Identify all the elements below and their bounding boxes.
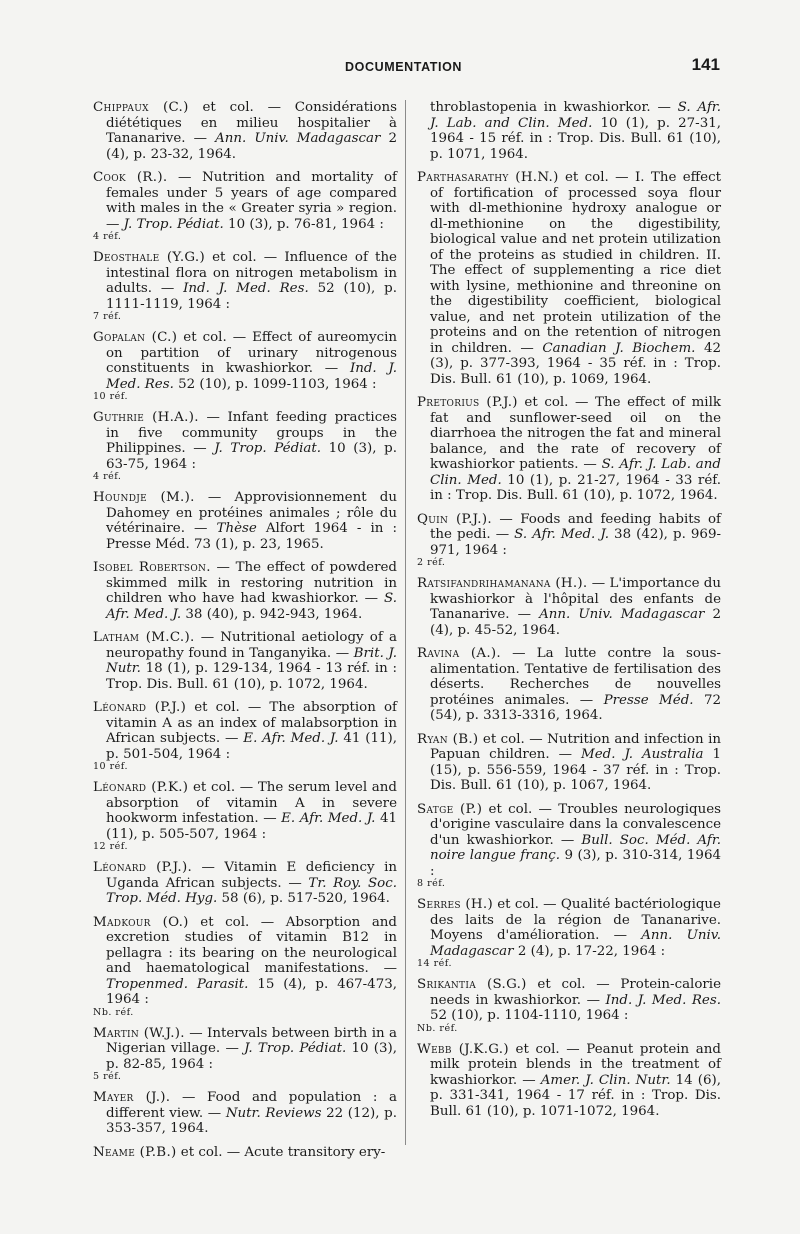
entry-tail: 41 (11), p. 501-504, 1964 : <box>106 731 398 762</box>
bibliography-entry <box>93 170 397 242</box>
bibliography-entry <box>417 512 721 569</box>
entry-author: Ryan (B.) <box>417 731 479 747</box>
entry-refs: 14 réf. <box>417 958 452 969</box>
entry-author: Webb (J.K.G.) <box>417 1041 509 1057</box>
entry-text: — L'importance du kwashiorkor à l'hôpital des enfants de Tananarive. — <box>430 576 722 622</box>
entry-tail: 10 (3), p. 76-81, 1964 : <box>223 216 384 232</box>
entry-tail: 14 (6), p. 331-341, 1964 - 17 réf. in : Trop. Dis. Bull. 61 (10), p. 1071-1072, 1964. <box>430 1072 721 1119</box>
entry-refs: 4 réf. <box>93 471 122 482</box>
entry-author: Gopalan (C.) <box>93 330 178 345</box>
bibliography-entry <box>93 100 397 162</box>
bibliography-entry <box>417 576 721 638</box>
entry-journal: Brit. J. Nutr. <box>106 645 397 676</box>
entry-text: et col. — Acute transitory ery- <box>176 1144 386 1160</box>
bibliography-entry <box>93 330 397 402</box>
entry-journal: J. Trop. Pédiat. <box>123 216 224 232</box>
bibliography-entry <box>417 1042 721 1120</box>
entry-tail: 2 (4), p. 45-52, 1964. <box>430 607 721 638</box>
bibliography-entry <box>417 395 721 504</box>
left-column <box>93 100 397 1168</box>
bibliography-entry <box>417 897 721 969</box>
entry-text: — Intervals between birth in a Nigerian village. — <box>106 1025 397 1056</box>
bibliography-entry <box>417 646 721 724</box>
entry-tail: 2 (4), p. 23-32, 1964. <box>106 131 397 162</box>
entry-author: Léonard (P.K.) <box>93 780 189 795</box>
bibliography-entry <box>417 732 721 794</box>
entry-journal: E. Afr. Med. J. <box>243 731 339 746</box>
entry-text: et col. — Effect of aureomycin on partition of urinary nitrogenous constituents in kwashiorkor. — <box>106 330 397 376</box>
entry-text: et col. — Troubles neurologiques d'origine vasculaire dans la convalescence d'un kwashiorkor. — <box>430 801 722 848</box>
bibliography-entry <box>93 250 397 322</box>
entry-tail: 58 (6), p. 517-520, 1964. <box>217 891 390 906</box>
bibliography-entry <box>93 860 397 907</box>
running-title: DOCUMENTATION <box>345 60 463 74</box>
entry-tail: 15 (4), p. 467-473, 1964 : <box>106 976 397 1007</box>
entry-tail: 52 (10), p. 1099-1103, 1964 : <box>173 376 377 392</box>
entry-author: Deosthale (Y.G.) <box>93 250 205 265</box>
bibliography-entry <box>93 1145 397 1161</box>
entry-tail: 22 (12), p. 353-357, 1964. <box>106 1105 397 1136</box>
entry-author: Mayer (J.). <box>93 1090 171 1105</box>
entry-tail: 10 (1), p. 21-27, 1964 - 33 réf. in : Trop. Dis. Bull. 61 (10), p. 1072, 1964. <box>430 472 721 503</box>
entry-journal: Tr. Roy. Soc. Trop. Méd. Hyg. <box>106 875 397 906</box>
entry-journal: Med. J. Australia <box>581 747 704 762</box>
entry-text: — La lutte contre la sous-alimentation. Tentative de fertilisation des déserts. Recherches de nouvelles protéines animales. — <box>430 646 721 708</box>
entry-author: Quin (P.J.). <box>417 511 492 527</box>
bibliography-entry <box>93 490 397 552</box>
entry-refs: Nb. réf. <box>93 1006 134 1018</box>
entry-refs: Nb. réf. <box>417 1022 458 1034</box>
entry-text: — Infant feeding practices in five community groups in the Philippines. — <box>106 410 398 456</box>
entry-tail: 1 (15), p. 556-559, 1964 - 37 réf. in : Trop. Dis. Bull. 61 (10), p. 1067, 1964. <box>430 747 722 793</box>
entry-journal: E. Afr. Med. J. <box>281 811 376 826</box>
entry-text: et col. — I. The effect of fortification of processed soya flour with dl-methionine hydroxy analogue or dl-methionine on the digestibility, biological value and net protein utilization of the proteins as studied in children. II. The effect of supplementing a rice diet with lysine, methionine and threonine on the digestibility coefficient, biological value, and net protein utilization of the proteins and on the retention of nitrogen in children. — <box>430 170 721 356</box>
entry-journal: S. Afr. Med. J. <box>514 527 609 542</box>
bibliography-entry <box>93 410 397 482</box>
entry-text: et col. — Peanut protein and milk protein blends in the treatment of kwashiorkor. — <box>430 1041 721 1088</box>
entry-journal: S. Afr. Med. J. <box>106 591 397 622</box>
entry-journal: Presse Méd. <box>603 692 694 708</box>
entry-author: Ratsifandrihamanana (H.). <box>417 576 588 591</box>
entry-refs: 10 réf. <box>93 761 128 772</box>
entry-author: Pretorius (P.J.) <box>417 395 518 410</box>
entry-refs: 2 réf. <box>417 557 446 568</box>
entry-text: — Nutrition and mortality of females under 5 years of age compared with males in the « Greater syria » region. — <box>106 170 397 232</box>
entry-tail: 52 (10), p. 1111-1119, 1964 : <box>106 281 397 312</box>
entry-text: et col. — Absorption and excretion studies of vitamin B12 in pellagra : its bearing on the neurological and haematological manifestations. — <box>106 914 397 976</box>
entry-author: Parthasarathy (H.N.) <box>417 170 559 185</box>
entry-journal: Ind. J. Med. Res. <box>605 992 721 1008</box>
entry-text: et col. — Influence of the intestinal flora on nitrogen metabolism in adults. — <box>106 250 397 296</box>
entry-text: — Foods and feeding habits of the pedi. — <box>430 511 721 542</box>
entry-journal: S. Afr. J. Lab. and Clin. Med. <box>430 100 721 131</box>
entry-text: et col. — The effect of milk fat and sunflower-seed oil on the diarrhoea the nitrogen the fat and mineral balance, and the rate of recovery of kwashiorkor patients. — <box>430 395 721 472</box>
entry-journal: Ann. Univ. Madagascar <box>215 131 381 146</box>
entry-journal: Canadian J. Biochem. <box>542 340 696 356</box>
entry-author: Houndje (M.). <box>93 490 195 505</box>
entry-author: Guthrie (H.A.). <box>93 410 199 425</box>
entry-tail: 10 (1), p. 27-31, 1964 - 15 réf. in : Trop. Dis. Bull. 61 (10), p. 1071, 1964. <box>430 115 722 162</box>
page-header <box>90 55 720 82</box>
entry-author: Satge (P.) <box>417 801 483 817</box>
entry-tail: 38 (40), p. 942-943, 1964. <box>181 606 363 622</box>
entry-tail: Alfort 1964 - in : Presse Méd. 73 (1), p. 23, 1965. <box>106 521 397 552</box>
entry-text: — Vitamin E deficiency in Uganda African subjects. — <box>106 860 397 891</box>
entry-refs: 4 réf. <box>93 231 122 242</box>
entry-tail: 52 (10), p. 1104-1110, 1964 : <box>430 1008 629 1023</box>
entry-journal: Amer. J. Clin. Nutr. <box>540 1072 671 1088</box>
entry-tail: 41 (11), p. 505-507, 1964 : <box>106 811 397 842</box>
entry-author: Ravina (A.). <box>417 646 501 661</box>
bibliography-entry <box>93 700 397 772</box>
entry-journal: Ind. J. Med. Res. <box>183 281 309 296</box>
bibliography-entry <box>93 560 397 622</box>
entry-text: et col. — Protein-calorie needs in kwashiorkor. — <box>430 977 722 1008</box>
entry-tail: 9 (3), p. 310-314, 1964 : <box>430 848 721 879</box>
entry-text: et col. — Nutrition and infection in Papuan children. — <box>430 731 721 762</box>
entry-journal: S. Afr. J. Lab. and Clin. Med. <box>430 457 721 488</box>
bibliography-entry <box>93 630 397 692</box>
entry-journal: Nutr. Reviews <box>225 1105 322 1121</box>
entry-journal: Ann. Univ. Madagascar <box>539 607 705 622</box>
bibliography-entry <box>417 170 721 387</box>
entry-journal: Ind. J. Med. Res. <box>106 361 397 392</box>
entry-refs: 10 réf. <box>93 391 128 402</box>
entry-tail: 18 (1), p. 129-134, 1964 - 13 réf. in : Trop. Dis. Bull. 61 (10), p. 1072, 1964. <box>106 661 397 692</box>
page-number: 141 <box>691 55 720 74</box>
entry-author: Cook (R.). <box>93 170 168 185</box>
entry-author: Madkour (O.) <box>93 914 189 930</box>
entry-refs: 5 réf. <box>93 1071 122 1082</box>
entry-journal: J. Trop. Pédiat. <box>244 1041 347 1056</box>
entry-journal: J. Trop. Pédiat. <box>214 441 322 456</box>
entry-author: Srikantia (S.G.) <box>417 977 527 992</box>
entry-tail: 2 (4), p. 17-22, 1964 : <box>513 943 666 959</box>
entry-author: Neame (P.B.) <box>93 1144 177 1160</box>
bibliography-entry <box>417 977 721 1034</box>
entry-text: et col. — Qualité bactériologique des laits de la région de Tananarive. Moyens d'amélioration. — <box>430 897 721 943</box>
bibliography-entry <box>93 1090 397 1137</box>
entry-journal: Ann. Univ. Madagascar <box>430 928 721 959</box>
entry-text: — Food and population : a different view. — <box>106 1090 397 1121</box>
entry-text: et col. — Considérations diététiques en milieu hospitalier à Tananarive. — <box>106 100 397 146</box>
entry-text: et col. — The absorption of vitamin A as an index of malabsorption in African subjects. — <box>106 700 397 746</box>
right-column <box>417 100 721 1127</box>
entry-tail: 10 (3), p. 63-75, 1964 : <box>106 441 397 472</box>
entry-refs: 8 réf. <box>417 878 446 889</box>
entry-text: et col. — The serum level and absorption of vitamin A in severe hookworm infestation. — <box>106 780 397 826</box>
column-divider <box>405 100 406 1145</box>
entry-author: Léonard (P.J.) <box>93 700 187 715</box>
entry-text: — Approvisionnement du Dahomey en protéines animales ; rôle du vétérinaire. — <box>106 490 397 536</box>
bibliography-entry <box>417 802 721 890</box>
entry-tail: 42 (3), p. 377-393, 1964 - 35 réf. in : Trop. Dis. Bull. 61 (10), p. 1069, 1964. <box>430 340 721 387</box>
entry-author: Isobel Robertson. <box>93 560 211 575</box>
entry-author: Latham (M.C.). <box>93 630 195 645</box>
entry-text: — Nutritional aetiology of a neuropathy found in Tanganyika. — <box>106 630 397 661</box>
entry-text: — The effect of powdered skimmed milk in restoring nutrition in children who have had kwashiorkor. — <box>106 560 397 606</box>
entry-text: throblastopenia in kwashiorkor. — <box>430 100 678 115</box>
entry-journal: Bull. Soc. Méd. Afr. noire langue franç. <box>430 832 722 863</box>
entry-tail: 72 (54), p. 3313-3316, 1964. <box>430 692 721 723</box>
entry-author: Léonard (P.J.). <box>93 860 193 875</box>
bibliography-entry <box>93 780 397 852</box>
entry-author: Serres (H.) <box>417 897 493 912</box>
bibliography-entry <box>93 915 397 1018</box>
entry-refs: 12 réf. <box>93 841 128 852</box>
entry-author: Chippaux (C.) <box>93 100 189 115</box>
entry-refs: 7 réf. <box>93 311 122 322</box>
entry-journal: Tropenmed. Parasit. <box>106 976 249 992</box>
continued-entry <box>417 100 721 162</box>
entry-author: Martin (W.J.). <box>93 1025 185 1041</box>
entry-tail: 10 (3), p. 82-85, 1964 : <box>106 1041 397 1072</box>
bibliography-entry <box>93 1026 397 1083</box>
entry-tail: 38 (42), p. 969-971, 1964 : <box>430 527 721 558</box>
entry-journal: Thèse <box>216 521 257 536</box>
